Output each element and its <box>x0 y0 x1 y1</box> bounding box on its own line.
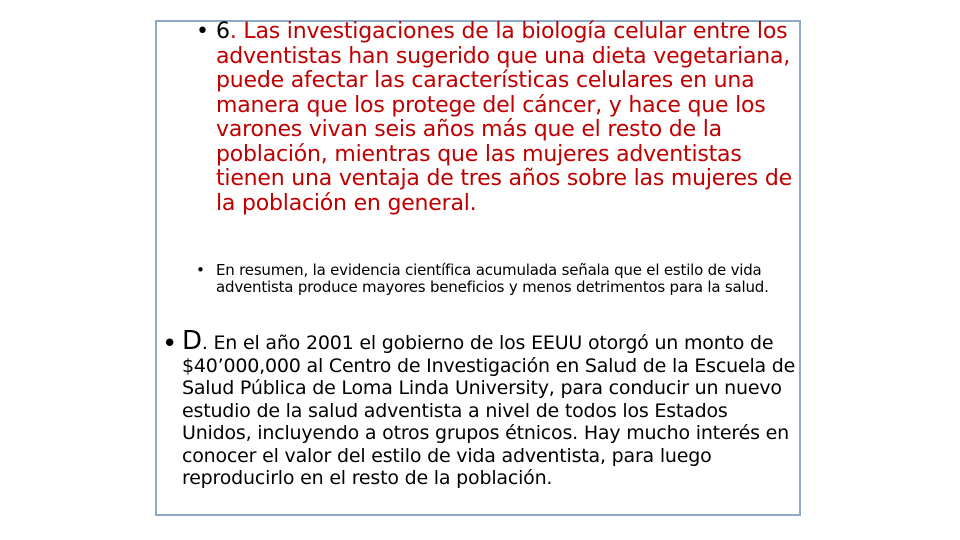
bullet-marker: • <box>162 329 178 359</box>
bullet-6-number: 6 <box>216 19 230 44</box>
bullet-d-body <box>182 326 798 490</box>
summary-bullet <box>196 262 776 296</box>
bullet-point-6 <box>196 20 800 216</box>
bullet-d-letter: D <box>182 326 202 356</box>
bullet-point-d <box>162 326 798 490</box>
bullet-marker: • <box>196 261 205 279</box>
summary-text: En resumen, la evidencia científica acumulada señala que el estilo de vida adventista produce mayores beneficios y menos detrimentos para la salud. <box>216 261 769 296</box>
bullet-marker: • <box>196 19 209 44</box>
bullet-6-text: . Las investigaciones de la biología celular entre los adventistas han sugerido que una dieta vegetariana, puede afectar las características celulares en una manera que los protege del cáncer, y hace que los varones vivan seis años más que el resto de la población, mientras que las mujeres adventistas tienen una ventaja de tres años sobre las mujeres de la población en general. <box>216 19 792 216</box>
bullet-6-body <box>216 20 800 216</box>
bullet-d-text: . En el año 2001 el gobierno de los EEUU otorgó un monto de $40’000,000 al Centro de Investigación en Salud de la Escuela de Salud Pública de Loma Linda University, para conducir un nuevo estudio de la salud adventista a nivel de todos los Estados Unidos, incluyendo a otros grupos étnicos. Hay mucho interés en conocer el valor del estilo de vida adventista, para luego reproducirlo en el resto de la población. <box>182 332 796 489</box>
